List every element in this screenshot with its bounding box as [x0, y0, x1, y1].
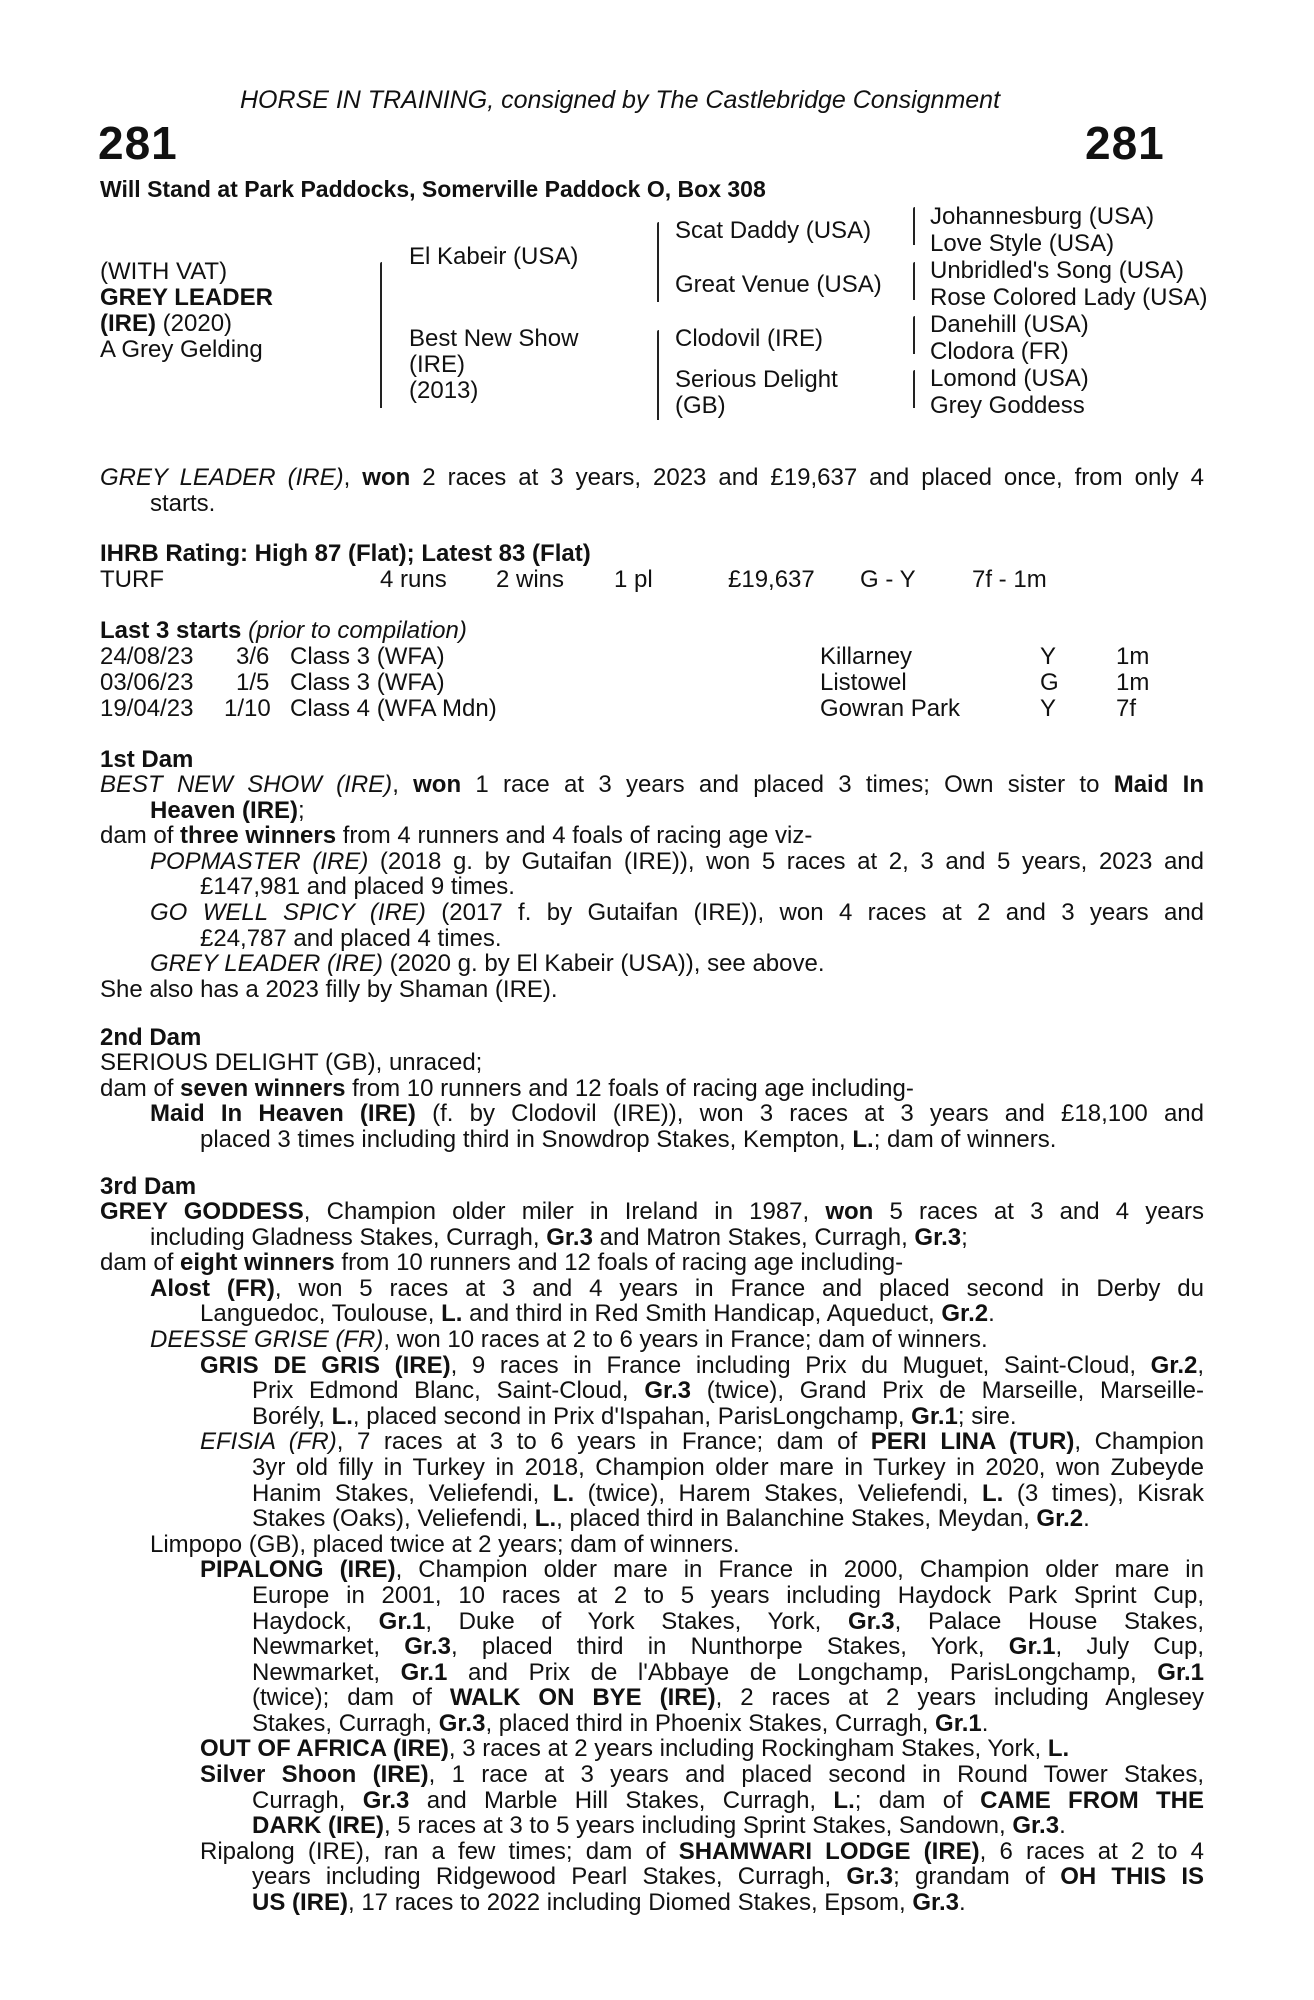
grade-mark: Gr.3 [644, 1377, 692, 1405]
grade-mark: Gr.1 [1157, 1658, 1204, 1686]
grade-mark: Gr.1 [911, 1402, 958, 1430]
dam1-name: BEST NEW SHOW (IRE) [100, 771, 393, 798]
start-going: Y [1040, 643, 1057, 670]
dam1-sister: Maid In [1113, 771, 1204, 798]
progeny-name: PERI LINA (TUR) [870, 1428, 1075, 1456]
dam3-text: ; [961, 1223, 968, 1251]
pedigree-sire: El Kabeir (USA) [409, 243, 579, 270]
progeny-text: Stakes (Oaks), Veliefendi, [252, 1505, 535, 1533]
dam3-text: 5 races at 3 and 4 years [873, 1198, 1204, 1225]
horse-name: GREY LEADER [100, 284, 273, 311]
start-position: 3/6 [236, 643, 270, 670]
rating-title: IHRB Rating: High 87 (Flat); Latest 83 (Flat) [100, 540, 591, 567]
progeny-text: Hanim Stakes, Veliefendi, [252, 1479, 553, 1507]
grade-mark: L. [331, 1402, 353, 1430]
progeny-text: £24,787 and placed 4 times. [200, 924, 502, 952]
dam3-text: dam of [100, 1249, 181, 1277]
pedigree-gen3-6: Clodora (FR) [930, 338, 1069, 365]
progeny-name: GRIS DE GRIS (IRE) [200, 1351, 451, 1379]
grade-mark: Gr.1 [1008, 1633, 1056, 1661]
grade-mark: Gr.3 [912, 1889, 960, 1917]
progeny-text: , July Cup, [1055, 1633, 1204, 1661]
progeny-text: Europe in 2001, 10 races at 2 to 5 years including Haydock Park Sprint Cup, [252, 1581, 1204, 1609]
progeny-text: Haydock, [252, 1607, 379, 1635]
progeny-text: ; sire. [957, 1402, 1017, 1430]
progeny-text: (2020 g. by El Kabeir (USA)), see above. [382, 950, 825, 978]
starts-title [100, 617, 467, 645]
progeny-text: . [988, 1300, 995, 1328]
rating-surface: TURF [100, 566, 164, 593]
progeny-text: (2018 g. by Gutaifan (IRE)), won 5 races at 2, 3 and 5 years, 2023 and [368, 847, 1204, 875]
dam3-text: from 10 runners and 12 foals of racing age including- [334, 1249, 904, 1277]
progeny-text: (twice), Grand Prix de Marseille, Marseille- [691, 1377, 1204, 1405]
pedigree-sire-sire: Scat Daddy (USA) [675, 217, 872, 244]
dam2-text: from 10 runners and 12 foals of racing age including- [345, 1074, 914, 1102]
progeny-text: , 3 races at 2 years including Rockingham Stakes, York, [448, 1735, 1048, 1763]
start-date: 19/04/23 [100, 695, 194, 722]
progeny-name: DEESSE GRISE (FR) [150, 1325, 384, 1353]
progeny-text: , 17 races to 2022 including Diomed Stakes, Epsom, [348, 1889, 913, 1917]
dam2-text: dam of [100, 1074, 181, 1102]
grade-mark: Gr.3 [362, 1786, 410, 1814]
grade-mark: L. [552, 1479, 575, 1507]
progeny-text: years including Ridgewood Pearl Stakes, Curragh, [252, 1863, 847, 1891]
pedigree-dam-dam-origin: (GB) [675, 392, 726, 419]
rating-distance: 7f - 1m [972, 566, 1047, 593]
dam1-footnote: She also has a 2023 filly by Shaman (IRE). [100, 975, 558, 1003]
start-distance: 1m [1116, 669, 1150, 696]
brace-sire-dam [380, 262, 382, 408]
rating-prize: £19,637 [728, 566, 815, 593]
pedigree-dam [409, 326, 578, 404]
dam2-winners: seven winners [180, 1074, 346, 1102]
brace-gen3-3 [913, 316, 915, 354]
grade-mark: L. [852, 1125, 874, 1153]
dam1-text: from 4 runners and 4 foals of racing age viz- [336, 822, 813, 850]
summary-sep: , [343, 464, 363, 491]
progeny-name: CAME FROM THE [980, 1786, 1205, 1814]
progeny-name: Maid In Heaven (IRE) [150, 1100, 416, 1128]
progeny-name: Alost (FR) [150, 1274, 275, 1302]
rating-runs: 4 runs [380, 566, 447, 593]
rating-wins: 2 wins [496, 566, 565, 593]
brace-dam-line [657, 330, 659, 420]
pedigree-dam-year: (2013) [409, 377, 479, 404]
progeny-text: , placed second in Prix d'Ispahan, ParisLongchamp, [352, 1402, 912, 1430]
dam1-text: dam of [100, 822, 181, 850]
pedigree-dam-dam [675, 367, 838, 419]
progeny-text: (twice); dam of [252, 1684, 450, 1712]
progeny-text: ; dam of [854, 1786, 981, 1814]
brace-gen3-1 [913, 207, 915, 245]
grade-mark: Gr.2 [1036, 1505, 1084, 1533]
progeny-text: , Duke of York Stakes, York, [425, 1607, 848, 1635]
horse-year: (2020) [156, 310, 233, 337]
third-dam-section [100, 1199, 1204, 1916]
progeny-text: , placed third in Phoenix Stakes, Curragh, [485, 1709, 936, 1737]
pedigree-dam-name: Best New Show [409, 325, 579, 352]
progeny-text: . [1083, 1505, 1090, 1533]
pedigree-gen3-4: Rose Colored Lady (USA) [930, 284, 1208, 311]
grade-mark: L. [833, 1786, 855, 1814]
dam1-winners: three winners [180, 822, 337, 850]
horse-block [100, 259, 273, 363]
pedigree-gen3-7: Lomond (USA) [930, 365, 1089, 392]
pedigree-gen3-8: Grey Goddess [930, 392, 1085, 419]
second-dam-section [100, 1050, 1204, 1152]
summary-won: won [362, 464, 411, 491]
start-distance: 1m [1116, 643, 1150, 670]
progeny-text: placed 3 times including third in Snowdrop Stakes, Kempton, [200, 1125, 853, 1153]
dam1-text: , [392, 771, 414, 798]
brace-gen3-4 [913, 370, 915, 408]
progeny-text: Limpopo (GB), placed twice at 2 years; dam of winners. [150, 1530, 740, 1558]
progeny-name: GO WELL SPICY (IRE) [150, 898, 426, 926]
progeny-text: and third in Red Smith Handicap, Aqueduct, [462, 1300, 942, 1328]
stand-location: Will Stand at Park Paddocks, Somerville Paddock O, Box 308 [100, 176, 766, 202]
progeny-text: , 5 races at 3 to 5 years including Sprint Stakes, Sandown, [384, 1812, 1013, 1840]
grade-mark: Gr.2 [1150, 1351, 1198, 1379]
brace-gen3-2 [913, 262, 915, 300]
pedigree-dam-origin: (IRE) [409, 351, 465, 378]
dam3-text: , Champion older miler in Ireland in 1987, [303, 1198, 826, 1225]
start-going: G [1040, 669, 1059, 696]
pedigree-gen3-1: Johannesburg (USA) [930, 203, 1155, 230]
progeny-text: , 7 races at 3 to 6 years in France; dam of [336, 1428, 871, 1456]
progeny-name: US (IRE) [252, 1889, 348, 1917]
progeny-name: PIPALONG (IRE) [200, 1556, 396, 1584]
summary-text: 2 races at 3 years, 2023 and £19,637 and placed once, from only 4 [410, 464, 1204, 491]
horse-origin: (IRE) [100, 310, 156, 337]
dam1-text: ; [298, 796, 305, 824]
grade-mark: L. [982, 1479, 1004, 1507]
progeny-text: , 2 races at 2 years including Anglesey [715, 1684, 1204, 1712]
start-class: Class 3 (WFA) [290, 669, 445, 696]
progeny-name: SHAMWARI LODGE (IRE) [678, 1837, 980, 1865]
pedigree-gen3-2: Love Style (USA) [930, 230, 1115, 257]
start-course: Killarney [820, 643, 913, 670]
dam2-name: SERIOUS DELIGHT (GB), unraced; [100, 1049, 483, 1076]
progeny-text: (twice), Harem Stakes, Veliefendi, [574, 1479, 982, 1507]
progeny-text: . [1059, 1812, 1066, 1840]
progeny-text: , won 10 races at 2 to 6 years in France; dam of winners. [383, 1325, 988, 1353]
horse-description: A Grey Gelding [100, 336, 263, 363]
pedigree-dam-dam-name: Serious Delight [675, 366, 838, 393]
grade-mark: Gr.3 [546, 1223, 593, 1251]
rating-going: G - Y [860, 566, 916, 593]
pedigree-sire-dam: Great Venue (USA) [675, 271, 882, 298]
start-course: Listowel [820, 669, 907, 696]
progeny-text: £147,981 and placed 9 times. [200, 873, 515, 901]
dam3-text: including Gladness Stakes, Curragh, [150, 1223, 547, 1251]
progeny-name: POPMASTER (IRE) [150, 847, 369, 875]
progeny-text: , placed third in Nunthorpe Stakes, York, [450, 1633, 1009, 1661]
third-dam-title: 3rd Dam [100, 1173, 197, 1200]
dam1-text: 1 race at 3 years and placed 3 times; Own sister to [461, 771, 1114, 798]
rating-places: 1 pl [614, 566, 653, 593]
progeny-text: ; grandam of [893, 1863, 1061, 1891]
progeny-name: WALK ON BYE (IRE) [449, 1684, 716, 1712]
progeny-text: ; dam of winners. [873, 1125, 1057, 1153]
dam3-text: and Matron Stakes, Curragh, [592, 1223, 915, 1251]
progeny-text: , [1197, 1351, 1205, 1379]
progeny-name: OH THIS IS [1060, 1863, 1205, 1891]
grade-mark: Gr.1 [935, 1709, 982, 1737]
summary-horse: GREY LEADER (IRE) [100, 464, 344, 491]
progeny-text: 3yr old filly in Turkey in 2018, Champion older mare in Turkey in 2020, won Zubeyde [252, 1453, 1204, 1481]
progeny-text: , placed third in Balanchine Stakes, Meydan, [556, 1505, 1037, 1533]
start-position: 1/5 [236, 669, 270, 696]
start-position: 1/10 [224, 695, 271, 722]
progeny-text: and Prix de l'Abbaye de Longchamp, ParisLongchamp, [447, 1658, 1158, 1686]
progeny-name: EFISIA (FR) [200, 1428, 337, 1456]
progeny-text: , 9 races in France including Prix du Muguet, Saint-Cloud, [450, 1351, 1151, 1379]
start-distance: 7f [1116, 695, 1137, 722]
grade-mark: Gr.3 [1012, 1812, 1060, 1840]
dam3-name: GREY GODDESS [100, 1198, 304, 1225]
pedigree-gen3-3: Unbridled's Song (USA) [930, 257, 1185, 284]
pedigree-gen3-5: Danehill (USA) [930, 311, 1089, 338]
start-date: 24/08/23 [100, 643, 194, 670]
progeny-name: OUT OF AFRICA (IRE) [200, 1735, 449, 1763]
progeny-text: , won 5 races at 3 and 4 years in France and placed second in Derby du [274, 1274, 1204, 1302]
start-class: Class 3 (WFA) [290, 643, 445, 670]
progeny-text: Stakes, Curragh, [252, 1709, 439, 1737]
progeny-text: Languedoc, Toulouse, [200, 1300, 442, 1328]
consignment-header: HORSE IN TRAINING, consigned by The Castlebridge Consignment [240, 86, 1001, 114]
lot-number-left: 281 [98, 117, 178, 169]
progeny-name: DARK (IRE) [252, 1812, 384, 1840]
progeny-text: , 1 race at 3 years and placed second in Round Tower Stakes, [428, 1761, 1205, 1789]
grade-mark: Gr.1 [400, 1658, 448, 1686]
progeny-text: (2017 f. by Gutaifan (IRE)), won 4 races at 2 and 3 years and [425, 898, 1205, 926]
progeny-name: Silver Shoon (IRE) [200, 1761, 429, 1789]
grade-mark: Gr.3 [846, 1863, 894, 1891]
progeny-text: Prix Edmond Blanc, Saint-Cloud, [252, 1377, 645, 1405]
lot-number-right: 281 [1085, 117, 1165, 169]
grade-mark: Gr.1 [378, 1607, 426, 1635]
dam1-won: won [413, 771, 462, 798]
grade-mark: L. [534, 1505, 557, 1533]
starts-note: (prior to compilation) [241, 617, 467, 644]
start-date: 03/06/23 [100, 669, 194, 696]
grade-mark: Gr.3 [404, 1633, 451, 1661]
grade-mark: Gr.2 [941, 1300, 989, 1328]
progeny-text: , Palace House Stakes, [894, 1607, 1204, 1635]
progeny-name: GREY LEADER (IRE) [150, 950, 383, 978]
grade-mark: Gr.3 [914, 1223, 962, 1251]
progeny-text: . [981, 1709, 989, 1737]
progeny-text: Curragh, [252, 1786, 363, 1814]
progeny-text: , 6 races at 2 to 4 [979, 1837, 1204, 1865]
first-dam-title: 1st Dam [100, 746, 194, 773]
summary-text-cont: starts. [150, 489, 216, 517]
progeny-text: Ripalong (IRE), ran a few times; dam of [200, 1837, 679, 1865]
grade-mark: Gr.3 [847, 1607, 895, 1635]
progeny-text: , Champion [1074, 1428, 1204, 1456]
start-going: Y [1040, 695, 1057, 722]
progeny-text: (3 times), Kisrak [1003, 1479, 1204, 1507]
grade-mark: Gr.3 [438, 1709, 486, 1737]
dam1-sister-cont: Heaven (IRE) [150, 796, 299, 824]
grade-mark: L. [441, 1300, 463, 1328]
starts-heading: Last 3 starts [100, 617, 242, 644]
progeny-text: Newmarket, [252, 1658, 401, 1686]
progeny-text: (f. by Clodovil (IRE)), won 3 races at 3 years and £18,100 and [415, 1100, 1205, 1128]
dam3-won: won [825, 1198, 874, 1225]
progeny-text: . [959, 1889, 966, 1917]
progeny-text: , Champion older mare in France in 2000, Champion older mare in [395, 1556, 1204, 1584]
second-dam-title: 2nd Dam [100, 1024, 202, 1051]
progeny-text: Borély, [252, 1402, 332, 1430]
brace-sire-line [657, 222, 659, 302]
race-summary [100, 465, 1204, 516]
dam3-winners: eight winners [180, 1249, 335, 1277]
first-dam-section [100, 772, 1204, 1002]
vat-note: (WITH VAT) [100, 258, 228, 285]
start-course: Gowran Park [820, 695, 961, 722]
start-class: Class 4 (WFA Mdn) [290, 695, 497, 722]
pedigree-dam-sire: Clodovil (IRE) [675, 325, 824, 352]
progeny-text: Newmarket, [252, 1633, 405, 1661]
progeny-text: and Marble Hill Stakes, Curragh, [409, 1786, 834, 1814]
grade-mark: L. [1047, 1735, 1070, 1763]
